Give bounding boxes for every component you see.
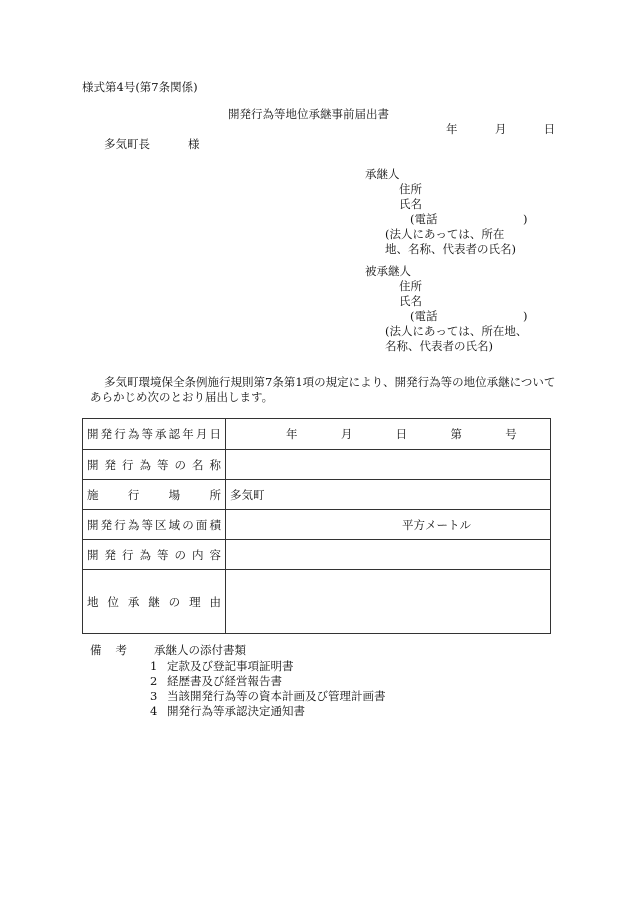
date-day: 日 (543, 122, 556, 136)
list-item (150, 674, 282, 688)
predecessor-label: 被承継人 (365, 264, 411, 278)
document-title: 開発行為等地位承継事前届出書 (228, 107, 389, 121)
predecessor-note-line2: 名称、代表者の氏名) (385, 339, 493, 353)
attachment-number: 1 (150, 659, 158, 673)
table-row (83, 570, 551, 634)
development-name-cell (226, 450, 551, 480)
attachment-text: 当該開発行為等の資本計画及び管理計画書 (167, 689, 386, 703)
predecessor-note-line1: (法人にあっては、所在地、 (385, 324, 528, 338)
addressee-suffix: 様 (188, 137, 200, 151)
approval-month: 月 (340, 427, 353, 441)
approval-no-suffix: 号 (505, 427, 517, 441)
location-cell: 多気町 (226, 480, 551, 510)
reason-label: 地位承継の理由 (83, 570, 226, 634)
attachment-number: 3 (150, 689, 158, 703)
successor-note-line2: 地、名称、代表者の氏名) (385, 242, 516, 256)
date-year: 年 (446, 122, 458, 136)
successor-phone-open: (電話 (410, 212, 438, 226)
remarks-label (90, 643, 127, 657)
list-item (150, 704, 305, 718)
successor-address-label: 住所 (399, 182, 422, 196)
list-item (150, 689, 386, 703)
attachment-text: 経歴書及び経営報告書 (167, 674, 282, 688)
reason-cell (226, 570, 551, 634)
table-row (83, 540, 551, 570)
attachment-text: 開発行為等承認決定通知書 (167, 704, 305, 718)
approval-date-cell (226, 419, 551, 450)
form-number: 様式第4号(第7条関係) (82, 80, 198, 94)
addressee-name: 多気町長 (104, 137, 150, 151)
successor-phone-close: ) (523, 212, 528, 226)
table-row (83, 480, 551, 510)
attachment-number: 2 (150, 674, 158, 688)
notification-table (82, 418, 551, 634)
submission-date (446, 122, 555, 136)
area-label: 開発行為等区域の面積 (83, 510, 226, 540)
list-item (150, 659, 294, 673)
approval-day: 日 (395, 427, 408, 441)
approval-year: 年 (286, 427, 298, 441)
approval-date-label: 開発行為等承認年月日 (83, 419, 226, 450)
successor-name-label: 氏名 (399, 197, 422, 211)
attachment-text: 定款及び登記事項証明書 (167, 659, 294, 673)
predecessor-name-label: 氏名 (399, 294, 422, 308)
predecessor-phone-close: ) (523, 309, 528, 323)
predecessor-phone-open: (電話 (410, 309, 438, 323)
date-month: 月 (494, 122, 507, 136)
content-label: 開発行為等の内容 (83, 540, 226, 570)
remarks-label-b: 考 (115, 643, 127, 657)
declaration-body: 多気町環境保全条例施行規則第7条第1項の規定により、開発行為等の地位承継について あらかじめ次のとおり届出します。 (90, 375, 556, 404)
successor-label: 承継人 (365, 167, 400, 181)
development-name-label: 開発行為等の名称 (83, 450, 226, 480)
attachments-title: 承継人の添付書類 (154, 643, 246, 657)
table-row (83, 419, 551, 450)
successor-note-line1: (法人にあっては、所在 (385, 227, 505, 241)
approval-no-prefix: 第 (450, 427, 462, 441)
addressee (104, 137, 200, 151)
content-cell (226, 540, 551, 570)
table-row (83, 450, 551, 480)
location-label: 施行場所 (83, 480, 226, 510)
area-unit: 平方メートル (226, 510, 551, 540)
predecessor-address-label: 住所 (399, 279, 422, 293)
attachment-number: 4 (150, 704, 158, 718)
remarks-label-a: 備 (90, 643, 102, 657)
table-row (83, 510, 551, 540)
declaration-text (90, 375, 560, 405)
